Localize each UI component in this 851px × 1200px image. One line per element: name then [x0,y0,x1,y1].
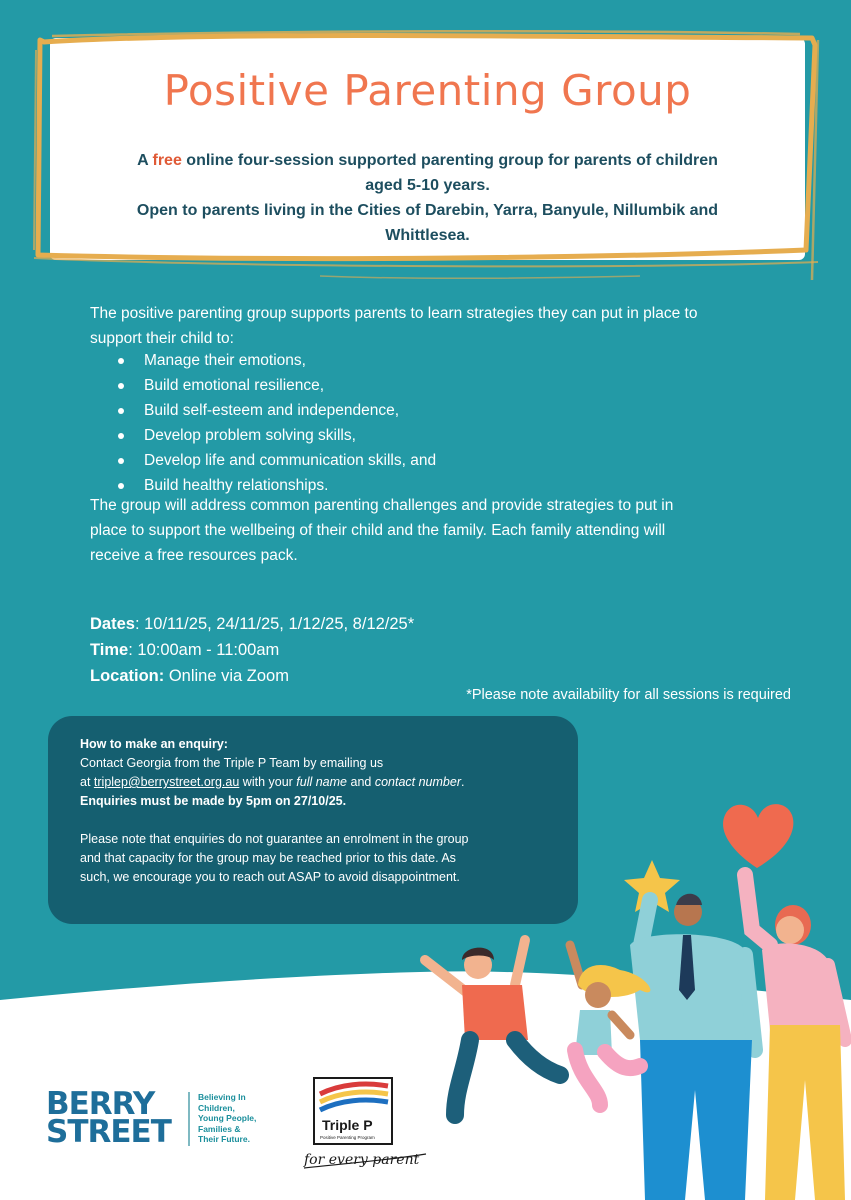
enquiry-note-line-2: and that capacity for the group may be reached prior to this date. As [80,851,456,865]
list-item: Develop life and communication skills, and [90,448,790,473]
triplep-name: Triple P [322,1117,373,1133]
enquiry-line-2-and: and [347,775,375,789]
enquiry-line-2-prefix: at [80,775,94,789]
enquiry-line-2-end: . [461,775,465,789]
list-item: Develop problem solving skills, [90,423,790,448]
berry-tagline [198,1092,256,1145]
father-figure [630,894,755,1200]
tagline-line: Families & [198,1123,241,1134]
contact-number-emphasis: contact number [374,775,461,789]
list-item: Build healthy relationships. [90,473,790,498]
tagline-line: Believing In [198,1092,246,1102]
intro-line-1: The positive parenting group supports parents to learn strategies they can put in place to [90,305,698,322]
enquiry-note-line-1: Please note that enquiries do not guarantee an enrolment in the group [80,832,469,846]
intro-line-2: support their child to: [90,330,234,347]
tagline-line: Their Future. [198,1134,250,1144]
berry-word: BERRY [46,1086,155,1122]
email-link[interactable]: triplep@berrystreet.org.au [93,775,240,789]
subtitle-prefix: A [137,152,153,169]
subtitle-line-1-rest: online four-session supported parenting group for parents of children [181,152,718,169]
location-label: Location: [90,667,165,685]
subtitle-line-4: Whittlesea. [385,227,470,244]
enquiry-heading: How to make an enquiry: [80,737,228,751]
list-item: Build emotional resilience, [90,373,790,398]
tagline-line: Young People, [198,1113,257,1123]
enquiry-deadline: Enquiries must be made by 5pm on 27/10/25. [80,794,347,808]
free-highlight: free [152,152,182,169]
heart-icon [723,804,793,868]
outro-line-3: receive a free resources pack. [90,547,298,564]
triplep-slogan: for every parent [304,1152,420,1168]
berry-street-logo [46,1086,286,1150]
list-item: Build self-esteem and independence, [90,398,790,423]
subtitle-line-2: aged 5-10 years. [365,177,490,194]
boy-figure [425,940,560,1115]
time-value: : 10:00am - 11:00am [128,641,280,659]
enquiry-note-line-3: such, we encourage you to reach out ASAP to avoid disappointment. [80,870,460,884]
triple-p-logo [300,1072,430,1182]
location-value: Online via Zoom [164,667,289,685]
enquiry-line-2-mid: with your [239,775,297,789]
dates-value: : 10/11/25, 24/11/25, 1/12/25, 8/12/25* [134,615,415,633]
tagline-line: Children, [198,1102,235,1113]
full-name-emphasis: full name [296,775,348,789]
subtitle-line-3: Open to parents living in the Cities of Darebin, Yarra, Banyule, Nillumbik and [136,202,719,219]
triplep-subtitle: Positive Parenting Program [320,1135,375,1140]
list-item: Manage their emotions, [90,348,790,373]
time-label: Time [90,641,129,659]
availability-note: *Please note availability for all sessions is required [466,687,791,703]
outro-line-1: The group will address common parenting challenges and provide strategies to put in [90,497,674,514]
logo-divider [188,1092,190,1146]
enquiry-line-1: Contact Georgia from the Triple P Team by emailing us [80,756,384,770]
outro-line-2: place to support the wellbeing of their child and the family. Each family attending will [90,522,666,539]
page-title: Positive Parenting Group [163,66,692,115]
dates-label: Dates [90,615,135,633]
street-word: STREET [46,1114,171,1150]
